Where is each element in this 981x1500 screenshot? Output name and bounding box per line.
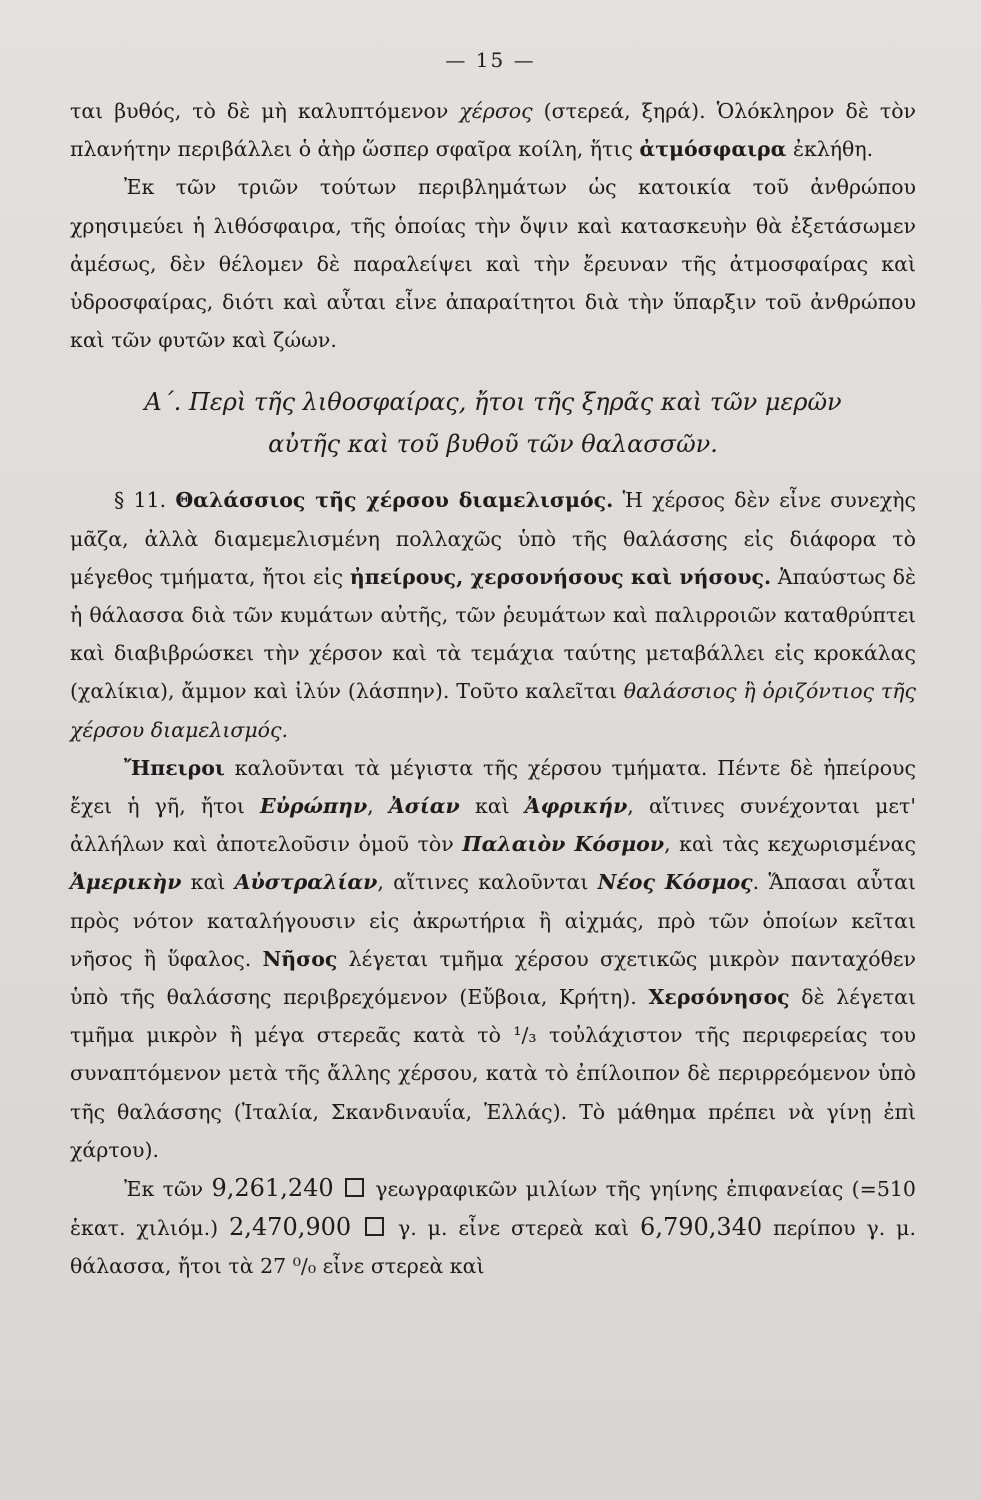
text-run: , καὶ τὰς κεχωρισμένας bbox=[664, 832, 916, 857]
paragraph-11 bbox=[70, 481, 916, 748]
term-cherson: χέρσος bbox=[459, 99, 533, 123]
term-horizontal-division: θαλάσσιος ἢ ὁριζόντιος τῆς χέρσου διαμελισμός. bbox=[70, 679, 916, 742]
term-old-world: Παλαιὸν Κόσμον bbox=[462, 832, 665, 857]
term-island: Νῆσος bbox=[262, 946, 338, 971]
term-africa: Ἀφρικήν bbox=[524, 794, 628, 819]
text-run: καὶ bbox=[181, 870, 235, 895]
term-new-world: Νέος Κόσμος bbox=[597, 870, 753, 895]
text-run: . Ἅπασαι αὗται πρὸς νότον καταλήγουσιν εἰς ἀκρωτήρια ἢ αἰχμάς, πρὸ τῶν ὁποίων κεῖται νῆσος ἢ ὕφαλος. bbox=[70, 870, 916, 971]
text-run: Ἐκ τῶν bbox=[124, 1177, 212, 1202]
term-peninsula: Χερσόνησος bbox=[648, 985, 790, 1010]
text-run: καλοῦνται τὰ μέγιστα τῆς χέρσου τμήματα. Πέντε δὲ ἠπείρους ἔχει ἡ γῆ, ἤτοι bbox=[70, 755, 916, 819]
text-run: λέγεται τμῆμα χέρσου σχετικῶς μικρὸν πανταχόθεν ὑπὸ τῆς θαλάσσης περιβρεχόμενον (Εὔβοια, Κρήτη). bbox=[70, 946, 917, 1010]
number-land-area: 2,470,900 bbox=[229, 1213, 352, 1242]
square-symbol-icon bbox=[365, 1217, 384, 1236]
text-run: Ἡ χέρσος δὲν εἶνε συνεχὴς μᾶζα, ἀλλὰ διαμεμελισμένη πολλαχῶς ὑπὸ τῆς θαλάσσης εἰς διάφορα τὸ μέγεθος τμήματα, ἤτοι εἰς bbox=[70, 488, 916, 589]
square-symbol-icon bbox=[345, 1178, 364, 1197]
number-total-area: 9,261,240 bbox=[211, 1174, 334, 1203]
text-run: Ἀπαύστως δὲ ἡ θάλασσα διὰ τῶν κυμάτων αὐτῆς, τῶν ῥευμάτων καὶ παλιρροιῶν καταθρύπτει καὶ διαβιβρώσκει τὴν χέρσον καὶ τὰ τεμάχια ταύτης μεταβάλλει εἰς κροκάλας (χαλίκια), ἄμμον καὶ ἰλύν (λάσπην). Τοῦτο καλεῖται bbox=[70, 564, 916, 704]
continents-paragraph bbox=[70, 749, 916, 1169]
text-run: , αἵτινες καλοῦνται bbox=[377, 870, 598, 895]
term-continents-peninsulas-islands: ἠπείρους, χερσονήσους καὶ νήσους. bbox=[349, 564, 772, 589]
number-sea-area: 6,790,340 bbox=[640, 1213, 763, 1242]
text-run: ται βυθός, τὸ δὲ μὴ καλυπτόμενον bbox=[70, 99, 460, 123]
term-asia: Ἀσίαν bbox=[388, 794, 460, 819]
section-title-line2: αὐτῆς καὶ τοῦ βυθοῦ τῶν θαλασσῶν. bbox=[268, 430, 718, 459]
page-number: — 15 — bbox=[445, 48, 536, 72]
text-run: ἐκλήθη. bbox=[786, 137, 874, 162]
text-run: , αἵτινες συνέχονται μετ' ἀλλήλων καὶ ἀποτελοῦσιν ὁμοῦ τὸν bbox=[70, 794, 916, 857]
text-run: καὶ bbox=[459, 794, 525, 819]
section-title-line1: Α΄. Περὶ τῆς λιθοσφαίρας, ἤτοι τῆς ξηρᾶς καὶ τῶν μερῶν bbox=[144, 388, 842, 417]
body-text bbox=[70, 92, 916, 1286]
text-run: (στερεά, ξηρά). Ὁλόκληρον δὲ τὸν πλανήτην περιβάλλει ὁ ἀὴρ ὥσπερ σφαῖρα κοίλη, ἥτις bbox=[70, 99, 916, 162]
paragraph-heading: Θαλάσσιος τῆς χέρσου διαμελισμός. bbox=[175, 488, 614, 513]
text-run: δὲ λέγεται τμῆμα μικρὸν ἢ μέγα στερεᾶς κατὰ τὸ ¹/₃ τοὐλάχιστον τῆς περιφερείας του συναπτόμενον μετὰ τῆς ἄλλης χέρσου, κατὰ τὸ ἐπίλοιπον δὲ περιρρεόμενον ὑπὸ τῆς θαλάσσης (Ἰταλία, Σκανδιναυΐα, Ἑλλάς). Τὸ μάθημα πρέπει νὰ γίνῃ ἐπὶ χάρτου). bbox=[70, 985, 916, 1162]
paragraph-number: § 11. bbox=[114, 488, 167, 513]
term-continents: Ἤπειροι bbox=[124, 755, 225, 780]
text-run: γ. μ. εἶνε στερεὰ καὶ bbox=[387, 1216, 641, 1241]
text-run: περίπου γ. μ. θάλασσα, ἤτοι τὰ 27 ⁰/₀ εἶνε στερεὰ καὶ bbox=[70, 1216, 916, 1279]
term-australia: Αὐστραλίαν bbox=[234, 870, 378, 895]
lithosphere-paragraph: Ἐκ τῶν τριῶν τούτων περιβλημάτων ὡς κατοικία τοῦ ἀνθρώπου χρησιμεύει ἡ λιθόσφαιρα, τῆς ὁποίας τὴν ὄψιν καὶ κατασκευὴν θὰ ἐξετάσωμεν ἀμέσως, δὲν θέλομεν δὲ παραλείψει καὶ τὴν ἔρευναν τῆς ἀτμοσφαίρας καὶ ὑδροσφαίρας, διότι καὶ αὗται εἶνε ἀπαραίτητοι διὰ τὴν ὕπαρξιν τοῦ ἀνθρώπου καὶ τῶν φυτῶν καὶ ζώων. bbox=[70, 175, 916, 353]
term-atmosphere: ἀτμόσφαιρα bbox=[639, 137, 787, 162]
section-title bbox=[70, 381, 916, 465]
term-america: Ἀμερικὴν bbox=[70, 870, 182, 895]
text-run: , bbox=[367, 794, 389, 819]
term-europe: Εὐρώπην bbox=[260, 794, 368, 819]
text-run: γεωγραφικῶν μιλίων τῆς γηίνης ἐπιφανείας (=510 ἑκατ. χιλιόμ.) bbox=[70, 1177, 916, 1241]
statistics-paragraph bbox=[70, 1169, 916, 1286]
intro-paragraph bbox=[70, 92, 916, 168]
